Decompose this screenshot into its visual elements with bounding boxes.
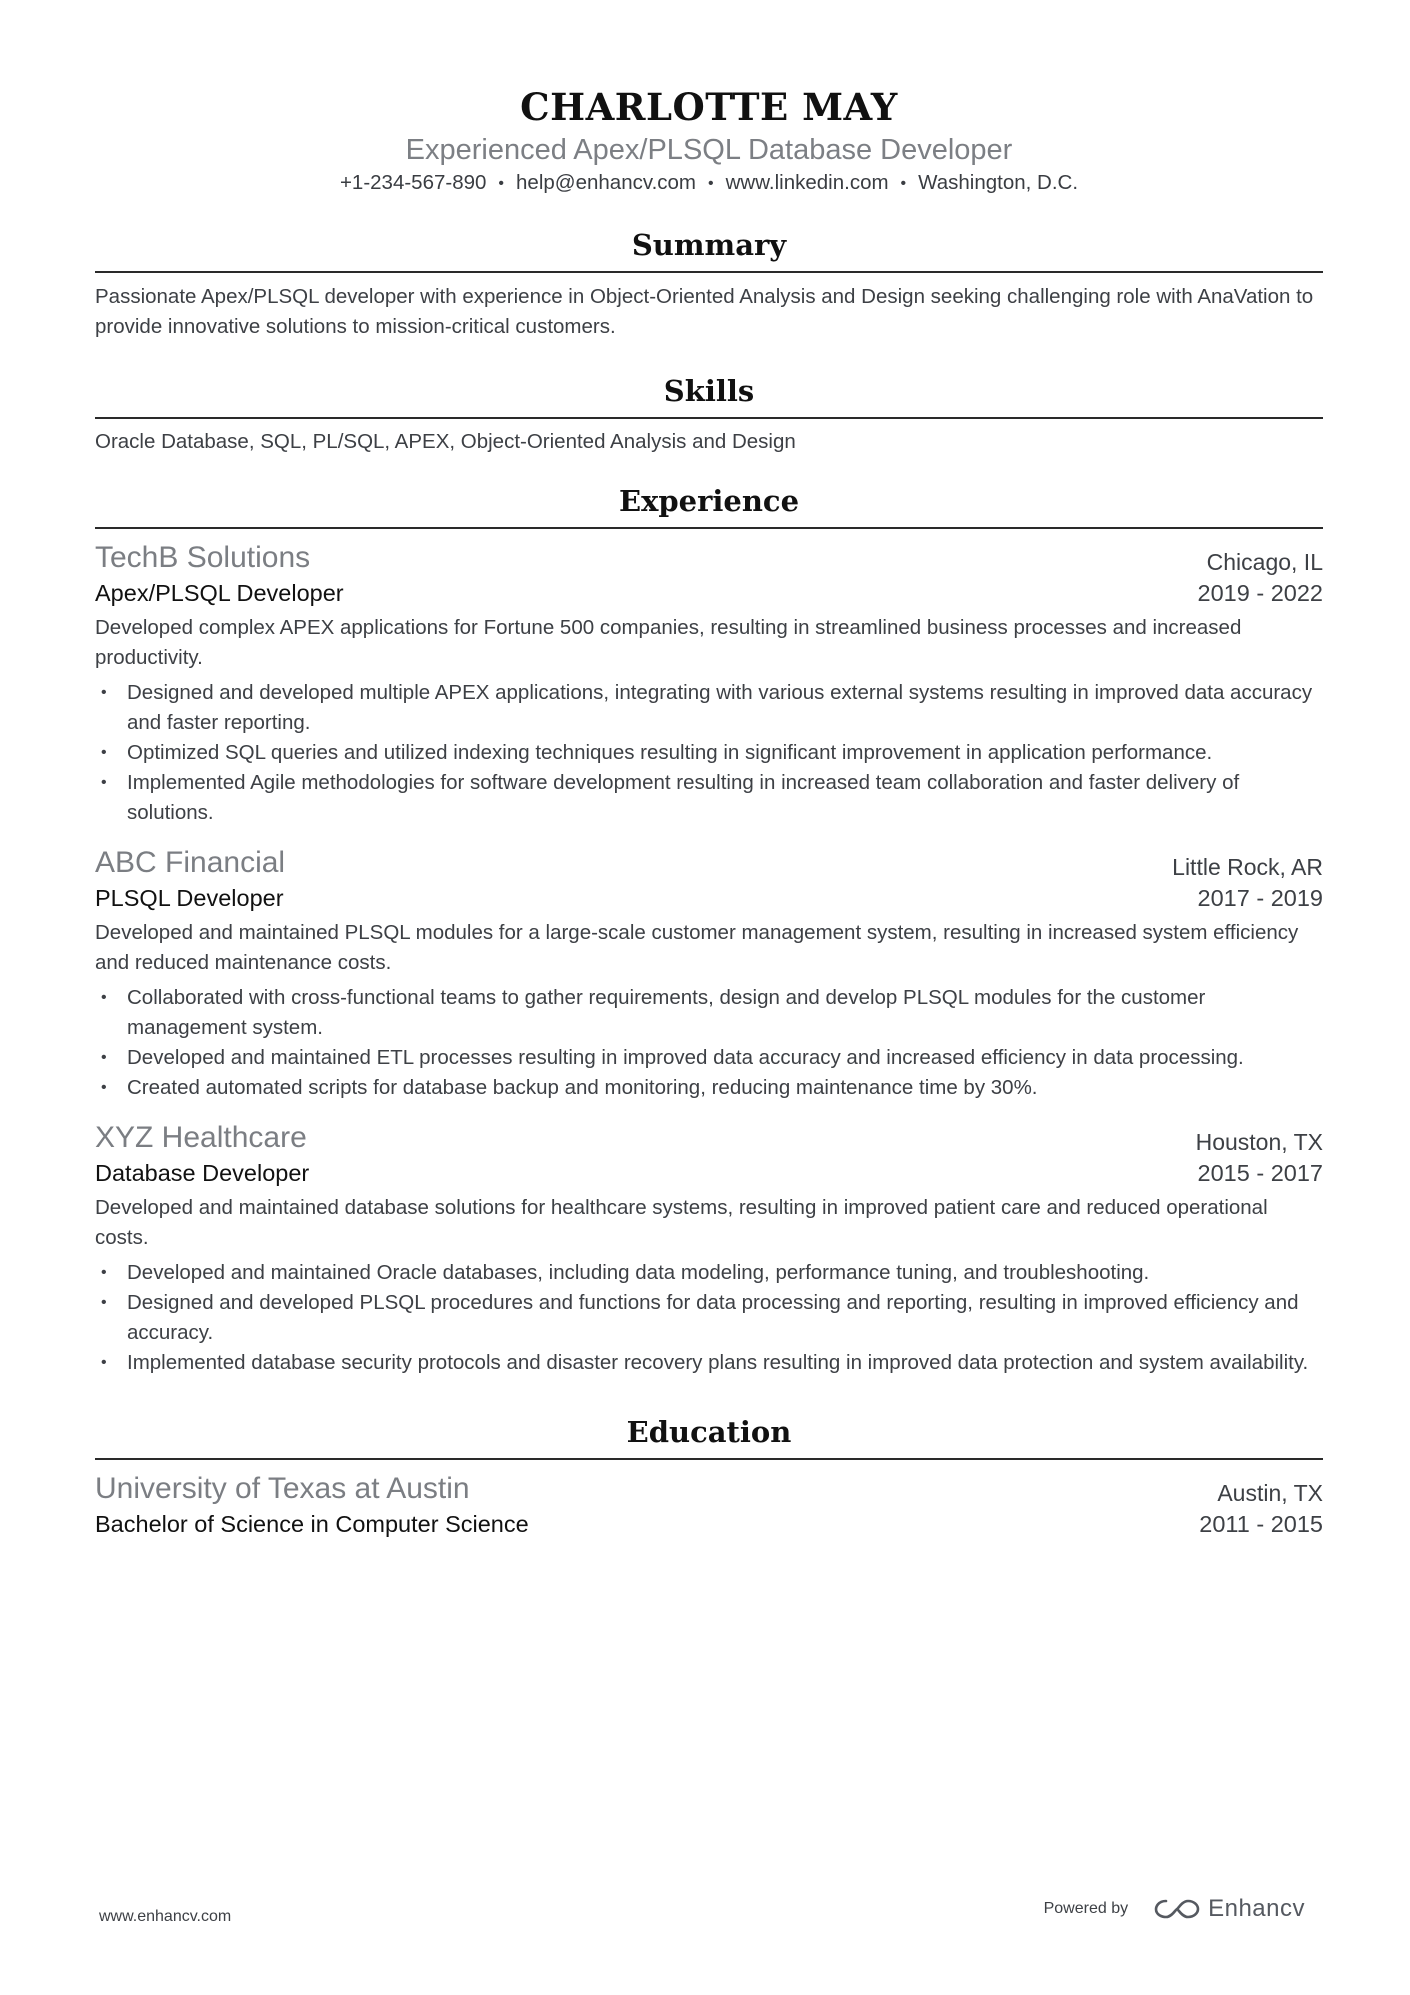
summary-text: Passionate Apex/PLSQL developer with experience in Object-Oriented Analysis and Design seeking challenging role with AnaVation to provide innovative solutions to mission-critical customers.: [95, 285, 1314, 338]
bullet-separator: •: [900, 175, 907, 192]
enhancv-logo-icon: [1154, 1897, 1200, 1921]
section-divider: [95, 271, 1323, 273]
experience-entry: [95, 539, 1323, 828]
summary-section: [95, 225, 1323, 342]
section-divider: [95, 417, 1323, 419]
list-item: • Implemented Agile methodologies for software development resulting in increased team collaboration and faster delivery of solutions.: [95, 768, 1323, 828]
education-section: [95, 1412, 1323, 1541]
skills-text: Oracle Database, SQL, PL/SQL, APEX, Object-Oriented Analysis and Design: [95, 430, 796, 453]
candidate-name: CHARLOTTE MAY: [520, 85, 898, 129]
bullet-separator: •: [708, 175, 714, 192]
resume-page: [95, 0, 1323, 1541]
company-name: TechB Solutions: [95, 541, 311, 574]
job-role: Apex/PLSQL Developer: [95, 580, 344, 606]
contact-email[interactable]: help@enhancv.com: [516, 171, 697, 194]
section-divider: [95, 1458, 1323, 1460]
job-dates: 2015 - 2017: [1197, 1160, 1323, 1186]
experience-entry: [95, 1119, 1323, 1378]
footer-website[interactable]: www.enhancv.com: [99, 1908, 232, 1925]
section-heading-summary: Summary: [631, 228, 787, 262]
experience-entry: [95, 844, 1323, 1103]
contact-website[interactable]: www.linkedin.com: [725, 171, 889, 194]
degree: Bachelor of Science in Computer Science: [95, 1511, 529, 1537]
job-summary: Developed and maintained database solutions for healthcare systems, resulting in improved patient care and reduced operational costs.: [95, 1196, 1268, 1249]
school-name: University of Texas at Austin: [95, 1472, 470, 1505]
list-item: • Developed and maintained Oracle databases, including data modeling, performance tuning, and troubleshooting.: [95, 1258, 1323, 1288]
education-dates: 2011 - 2015: [1199, 1511, 1323, 1537]
job-location: Houston, TX: [1195, 1129, 1323, 1155]
contact-location: Washington, D.C.: [918, 171, 1079, 194]
job-role: Database Developer: [95, 1160, 310, 1186]
section-heading-experience: Experience: [618, 484, 800, 518]
job-summary: Developed complex APEX applications for Fortune 500 companies, resulting in streamlined business processes and increased productivity.: [95, 616, 1242, 669]
experience-section: [95, 481, 1323, 1378]
job-summary: Developed and maintained PLSQL modules for a large-scale customer management system, resulting in increased system efficiency and reduced maintenance costs.: [95, 921, 1299, 974]
job-location: Chicago, IL: [1206, 549, 1323, 575]
job-dates: 2019 - 2022: [1197, 580, 1323, 606]
resume-header: [95, 0, 1323, 199]
job-role: PLSQL Developer: [95, 885, 284, 911]
education-entry: [95, 1470, 1323, 1541]
contact-phone: +1-234-567-890: [339, 171, 487, 194]
list-item: • Designed and developed multiple APEX applications, integrating with various external systems resulting in improved data accuracy and faster reporting.: [95, 678, 1323, 738]
job-location: Little Rock, AR: [1172, 854, 1323, 880]
company-name: ABC Financial: [95, 846, 286, 879]
list-item: • Collaborated with cross-functional teams to gather requirements, design and develop PLSQL modules for the customer management system.: [95, 983, 1323, 1043]
footer-branding: [1044, 1895, 1305, 1923]
list-item: • Developed and maintained ETL processes resulting in improved data accuracy and increased efficiency in data processing.: [95, 1043, 1323, 1073]
job-bullets: [95, 1258, 1323, 1378]
company-name: XYZ Healthcare: [95, 1121, 307, 1154]
section-heading-skills: Skills: [663, 374, 755, 408]
list-item: • Optimized SQL queries and utilized indexing techniques resulting in significant improvement in application performance.: [95, 738, 1323, 768]
job-dates: 2017 - 2019: [1197, 885, 1323, 911]
section-divider: [95, 527, 1323, 529]
section-heading-education: Education: [626, 1415, 792, 1449]
contact-line: [95, 169, 1323, 199]
school-location: Austin, TX: [1217, 1480, 1323, 1506]
list-item: • Designed and developed PLSQL procedures and functions for data processing and reporting, resulting in improved efficiency and accuracy.: [95, 1288, 1323, 1348]
job-bullets: [95, 983, 1323, 1103]
candidate-title: Experienced Apex/PLSQL Database Developer: [405, 134, 1013, 166]
powered-by-label: Powered by: [1043, 1900, 1129, 1917]
brand-name: Enhancv: [1208, 1895, 1305, 1922]
list-item: • Created automated scripts for database backup and monitoring, reducing maintenance time by 30%.: [95, 1073, 1323, 1103]
list-item: • Implemented database security protocols and disaster recovery plans resulting in improved data protection and system availability.: [95, 1348, 1323, 1378]
bullet-separator: •: [498, 175, 505, 192]
skills-section: [95, 371, 1323, 457]
job-bullets: [95, 678, 1323, 828]
